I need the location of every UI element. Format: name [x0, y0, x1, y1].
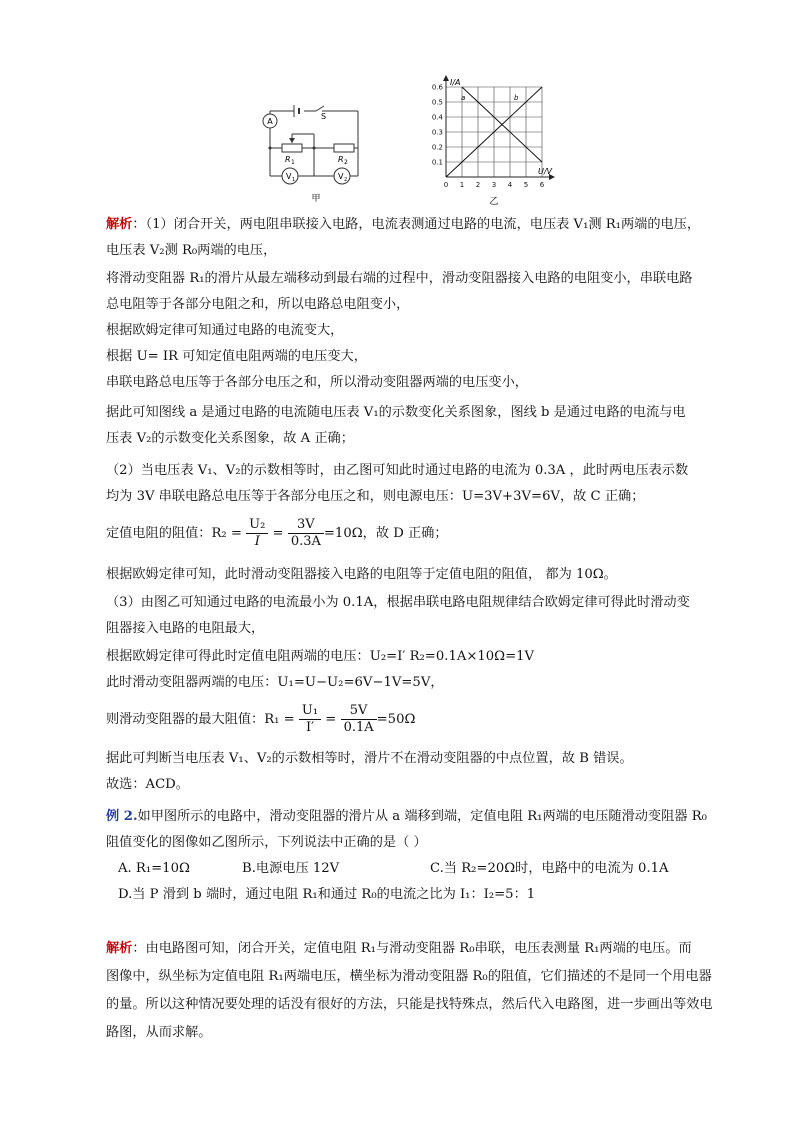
solution-line-4: 总电阻等于各部分电阻之和，所以电路总电阻变小，	[106, 297, 410, 312]
numerator: U₁	[299, 703, 321, 720]
solution-line-15: 阻器接入电路的电阻最大，	[106, 621, 265, 636]
solution-line-16: 根据欧姆定律可得此时定值电阻两端的电压：U₂=I′ R₂=0.1A×10Ω=1V	[106, 649, 535, 664]
r1-label: R	[285, 155, 291, 164]
y-tick-label: 0.5	[431, 98, 443, 107]
ammeter-label: A	[267, 117, 273, 126]
fraction-u1-over-i	[299, 703, 321, 736]
solution-line-6: 根据 U= IR 可知定值电阻两端的电压变大，	[106, 349, 367, 364]
fraction-5v-over-0.1a	[341, 703, 377, 736]
x-tick-label: 1	[459, 181, 465, 189]
example-2-label: 例 2.	[106, 809, 138, 824]
example-2-line-1	[106, 806, 707, 828]
y-tick-label: 0.3	[431, 128, 443, 137]
denominator: 0.1A	[343, 720, 374, 735]
solution-line-8: 据此可知图线 a 是通过电路的电流随电压表 V₁的示数变化关系图象，图线 b 是通过电路的电流与电	[106, 405, 686, 420]
formula-r1	[106, 698, 415, 742]
formula-r2-prefix: 定值电阻的阻值：R₂ =	[106, 526, 242, 541]
fraction-u2-over-i	[246, 517, 268, 550]
y-tick-label: 0.1	[431, 158, 443, 167]
x-tick-label: 0	[443, 181, 449, 189]
solution-line-10: （2）当电压表 V₁、V₂的示数相等时，由乙图可知此时通过电路的电流为 0.3A ，此时两电压表示数	[106, 463, 689, 478]
solution-line-11: 均为 3V 串联电路总电压等于各部分电压之和，则电源电压：U=3V+3V=6V，故 C 正确；	[106, 489, 645, 504]
solution-line-5: 根据欧姆定律可知通过电路的电流变大，	[106, 323, 344, 338]
solution-line-19: 据此可判断当电压表 V₁、V₂的示数相等时，滑片不在滑动变阻器的中点位置，故 B 错误。	[106, 751, 633, 766]
line-a-label: a	[461, 94, 466, 102]
v1-subscript: 1	[292, 177, 296, 183]
v2-label: V	[338, 172, 344, 181]
formula-r2-suffix: =10Ω，故 D 正确；	[323, 526, 448, 541]
v2-subscript: 2	[344, 177, 348, 183]
numerator: U₂	[246, 517, 268, 534]
solution-line-1	[106, 214, 700, 236]
figure-jia-caption: 甲	[311, 194, 321, 204]
analysis-line-4: 路图，从而求解。	[106, 1025, 212, 1040]
example-2-line-2: 阻值变化的图像如乙图所示，下列说法中正确的是（ ）	[106, 835, 427, 850]
x-tick-label: 4	[507, 181, 513, 189]
switch-label: S	[321, 112, 327, 121]
r1-subscript: 1	[291, 159, 295, 166]
circuit-diagram	[258, 86, 374, 206]
equals-sign: =	[325, 712, 337, 727]
solution-line-14: （3）由图乙可知通过电路的电流最小为 0.1A，根据串联电路电阻规律结合欧姆定律可得此时滑动变	[106, 595, 690, 610]
x-tick-label: 2	[475, 181, 481, 189]
line-b-label: b	[514, 94, 519, 102]
analysis-line-2: 图像中，纵坐标为定值电阻 R₁两端电压，横坐标为滑动变阻器 R₀的阻值，它们描述的不是同一个用电器	[106, 969, 712, 984]
analysis-label: 解析	[106, 941, 133, 956]
numerator: 5V	[341, 703, 377, 720]
analysis-line-1	[106, 938, 692, 960]
fraction-3v-over-0.3a	[288, 517, 324, 550]
option-d: D.当 P 滑到 b 端时，通过电阻 R₁和通过 R₀的电流之比为 I₁：I₂=5：1	[118, 887, 536, 902]
r2-subscript: 2	[344, 159, 348, 166]
numerator: 3V	[288, 517, 324, 534]
solution-line-13: 根据欧姆定律可知，此时滑动变阻器接入电路的电阻等于定值电阻的阻值， 都为 10Ω。	[106, 567, 617, 582]
solution-text: ：（1）闭合开关，两电阻串联接入电路，电流表测通过电路的电流，电压表 V₁测 R₁两端的电压，	[132, 217, 701, 232]
solution-line-7: 串联电路总电压等于各部分电压之和，所以滑动变阻器两端的电压变小，	[106, 375, 528, 390]
solution-label: 解析	[106, 217, 133, 232]
denominator: I′	[305, 720, 315, 735]
formula-r2	[106, 512, 448, 556]
denominator: 0.3A	[290, 534, 321, 549]
x-axis-label: U/V	[538, 167, 553, 176]
solution-line-17: 此时滑动变阻器两端的电压：U₁=U−U₂=6V−1V=5V，	[106, 675, 444, 690]
r2-label: R	[338, 155, 344, 164]
x-tick-label: 3	[491, 181, 497, 189]
y-tick-label: 0.2	[431, 143, 443, 152]
v1-label: V	[286, 172, 292, 181]
solution-answer: 故选：ACD。	[106, 777, 189, 792]
option-c: C.当 R₂=20Ω时，电路中的电流为 0.1A	[430, 861, 669, 876]
analysis-line-3: 的量。所以这种情况要处理的话没有很好的方法，只能是找特殊点，然后代入电路图，进一步画出等效电	[106, 997, 713, 1012]
denominator: I	[254, 534, 260, 549]
option-b: B.电源电压 12V	[242, 861, 340, 876]
analysis-text: ：由电路图可知，闭合开关，定值电阻 R₁与滑动变阻器 R₀串联，电压表测量 R₁两端的电压。而	[132, 941, 692, 956]
equals-sign: =	[272, 526, 284, 541]
y-axis-arrow	[443, 75, 449, 81]
x-tick-label: 5	[523, 181, 529, 189]
y-tick-label: 0.6	[431, 83, 443, 92]
solution-line-3: 将滑动变阻器 R₁的滑片从最左端移动到最右端的过程中，滑动变阻器接入电路的电阻变小，串联电路	[106, 271, 693, 286]
x-tick-label: 6	[539, 181, 545, 189]
option-a: A. R₁=10Ω	[118, 861, 190, 876]
example-2-text: 如甲图所示的电路中，滑动变阻器的滑片从 a 端移到端，定值电阻 R₁两端的电压随滑动变阻器 R₀	[137, 809, 707, 824]
formula-r1-prefix: 则滑动变阻器的最大阻值：R₁ =	[106, 712, 295, 727]
iu-graph	[426, 72, 566, 210]
solution-line-9: 压表 V₂的示数变化关系图象，故 A 正确；	[106, 431, 354, 446]
y-axis-label: I/A	[450, 78, 461, 87]
solution-line-2: 电压表 V₂测 R₀两端的电压，	[106, 243, 277, 258]
formula-r1-suffix: =50Ω	[376, 712, 416, 727]
y-tick-label: 0.4	[431, 113, 443, 122]
figure-yi-caption: 乙	[489, 197, 499, 207]
